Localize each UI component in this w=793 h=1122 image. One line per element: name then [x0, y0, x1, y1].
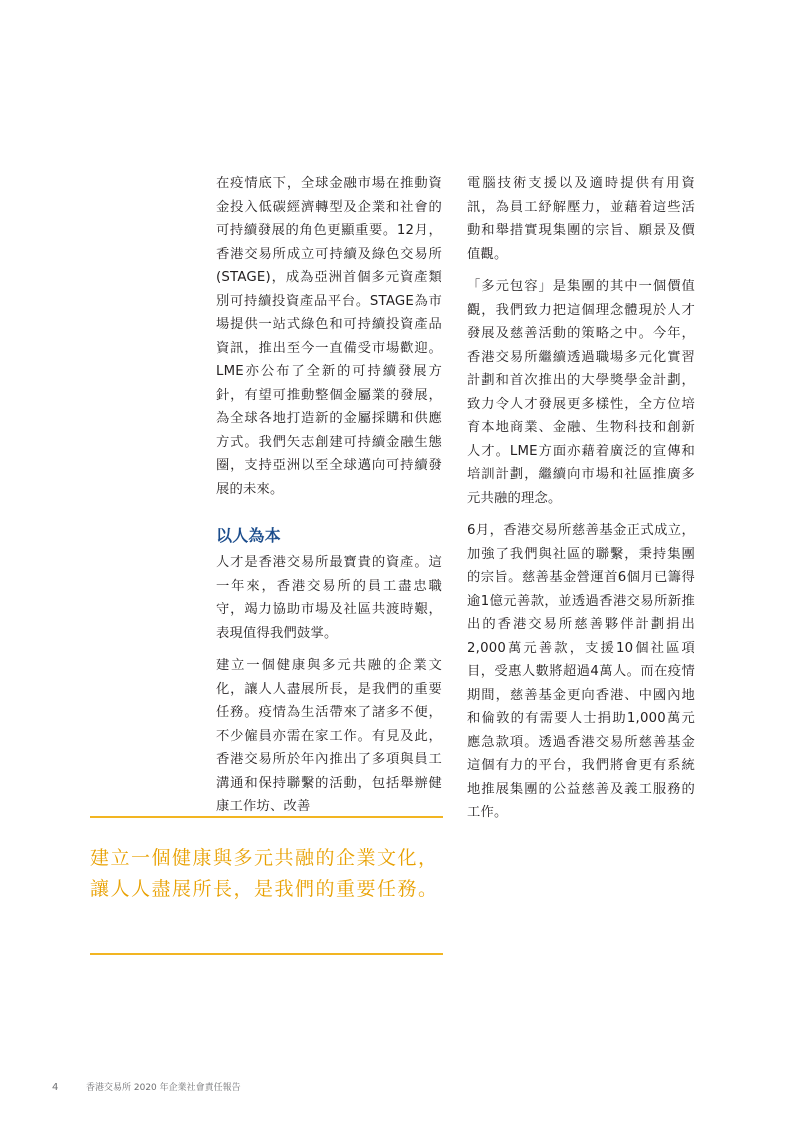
body-paragraph-talent: 人才是香港交易所最寶貴的資產。這一年來，香港交易所的員工盡忠職守，竭力協助市場及社區共渡時艱，表現值得我們鼓掌。 [216, 555, 442, 641]
pull-quote: 建立一個健康與多元共融的企業文化，讓人人盡展所長，是我們的重要任務。 [90, 847, 439, 900]
body-paragraph-culture: 建立一個健康與多元共融的企業文化，讓人人盡展所長，是我們的重要任務。疫情為生活帶來了諸多不便，不少僱員亦需在家工作。有見及此，香港交易所於年內推出了多項與員工溝通和保持聯繫的活動，包括舉辦健康工作坊、改善 [216, 658, 442, 814]
body-paragraph-support: 電腦技術支援以及適時提供有用資訊，為員工紓解壓力，並藉着這些活動和舉措實現集團的宗旨、願景及價值觀。 [467, 176, 695, 262]
section-heading-people: 以人為本 [216, 526, 281, 545]
right-text-column [467, 172, 695, 834]
pull-quote-top-rule [90, 816, 443, 818]
page-number: 4 [52, 1082, 59, 1093]
pull-quote-bottom-rule [90, 953, 443, 955]
left-text-column [216, 172, 442, 828]
page-footer [52, 1080, 241, 1093]
body-paragraph-diversity: 「多元包容」是集團的其中一個價值觀，我們致力把這個理念體現於人才發展及慈善活動的策略之中。今年，香港交易所繼續透過職場多元化實習計劃和首次推出的大學獎學金計劃，致力令人才發展更多樣性，全方位培育本地商業、金融、生物科技和創新人才。LME方面亦藉着廣泛的宣傳和培訓計劃，繼續向市場和社區推廣多元共融的理念。 [467, 279, 695, 506]
body-paragraph-charity: 6月，香港交易所慈善基金正式成立，加強了我們與社區的聯繫，秉持集團的宗旨。慈善基金營運首6個月已籌得逾1億元善款，並透過香港交易所新推出的香港交易所慈善夥伴計劃捐出2,000萬元善款，支援10個社區項目，受惠人數將超過4萬人。而在疫情期間，慈善基金更向香港、中國內地和倫敦的有需要人士捐助1,000萬元應急款項。透過香港交易所慈善基金這個有力的平台，我們將會更有系統地推展集團的公益慈善及義工服務的工作。 [467, 523, 695, 820]
publication-title: 香港交易所 2020 年企業社會責任報告 [86, 1083, 241, 1093]
body-paragraph-sustainability: 在疫情底下，全球金融市場在推動資金投入低碳經濟轉型及企業和社會的可持續發展的角色更顯重要。12月，香港交易所成立可持續及綠色交易所 (STAGE)，成為亞洲首個多元資產類別可持續投資產品平台。STAGE為市場提供一站式綠色和可持續投資產品資訊，推出至今一直備受市場歡迎。LME亦公布了全新的可持續發展方針，有望可推動整個金屬業的發展，為全球各地打造新的金屬採購和供應方式。我們矢志創建可持續金融生態圈，支持亞洲以至全球邁向可持續發展的未來。 [216, 176, 442, 497]
